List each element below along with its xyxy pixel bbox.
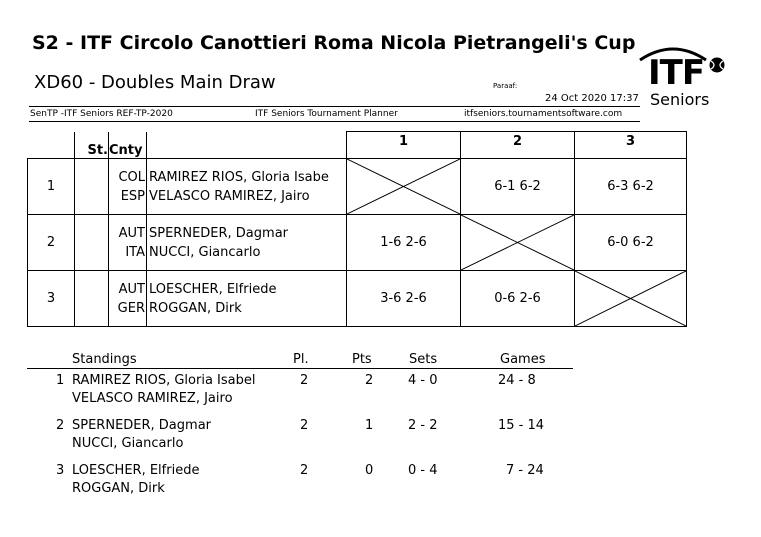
standing-games: 7 - 24 (506, 463, 544, 478)
standing-player-1: LOESCHER, Elfriede (72, 463, 200, 478)
col-2-header: 2 (461, 132, 575, 159)
standings-header: Standings (72, 352, 137, 367)
col-1-header: 1 (347, 132, 461, 159)
sets-header: Sets (409, 352, 438, 367)
match-score: 0-6 2-6 (461, 271, 575, 327)
country-2: ITA (125, 244, 145, 260)
team-names (147, 271, 347, 327)
standing-sets: 2 - 2 (408, 418, 438, 433)
col-3-header: 3 (575, 132, 687, 159)
print-datetime: 24 Oct 2020 17:37 (545, 93, 639, 104)
team-names (147, 159, 347, 215)
team-names (147, 215, 347, 271)
player-2: VELASCO RAMIREZ, Jairo (149, 188, 310, 204)
player-2: ROGGAN, Dirk (149, 300, 242, 316)
standing-rank: 1 (56, 373, 65, 388)
col-name-header (147, 132, 347, 159)
standing-rank: 2 (56, 418, 65, 433)
col-st-header: St. (75, 132, 109, 159)
player-1: RAMIREZ RIOS, Gloria Isabe (149, 169, 329, 185)
seed-number: 2 (28, 215, 75, 271)
country-1: AUT (118, 225, 145, 241)
info-right: itfseniors.tournamentsoftware.com (464, 109, 623, 119)
standing-played: 2 (300, 418, 309, 433)
standing-sets: 4 - 0 (408, 373, 438, 388)
draw-subtitle: XD60 - Doubles Main Draw (34, 72, 276, 93)
standing-player-1: RAMIREZ RIOS, Gloria Isabel (72, 373, 256, 388)
standing-player-1: SPERNEDER, Dagmar (72, 418, 212, 433)
standing-points: 0 (365, 463, 374, 478)
standing-points: 1 (365, 418, 374, 433)
standing-player-2: ROGGAN, Dirk (72, 481, 165, 496)
standing-games: 24 - 8 (498, 373, 536, 388)
self-match-cross (461, 215, 575, 271)
points-header: Pts (352, 352, 372, 367)
itf-logo-text: ITF (648, 53, 705, 93)
country-1: AUT (118, 281, 145, 297)
header-bottom-rule (29, 121, 640, 122)
match-score: 1-6 2-6 (347, 215, 461, 271)
standing-played: 2 (300, 463, 309, 478)
info-left: SenTP -ITF Seniors REF-TP-2020 (30, 109, 173, 119)
status-cell (75, 271, 109, 327)
country-cell (109, 215, 147, 271)
itf-logo-seniors: Seniors (650, 90, 710, 109)
draw-row (28, 271, 687, 327)
info-center: ITF Seniors Tournament Planner (255, 109, 398, 119)
country-2: GER (117, 300, 145, 316)
standing-rank: 3 (56, 463, 65, 478)
draw-grid (27, 131, 687, 327)
standings-rule (27, 368, 573, 369)
draw-row (28, 159, 687, 215)
match-score: 6-0 6-2 (575, 215, 687, 271)
standing-sets: 0 - 4 (408, 463, 438, 478)
draw-row (28, 215, 687, 271)
player-1: LOESCHER, Elfriede (149, 281, 277, 297)
match-score: 3-6 2-6 (347, 271, 461, 327)
games-header: Games (500, 352, 546, 367)
country-1: COL (118, 169, 145, 185)
paraaf-label: Paraaf: (493, 82, 518, 90)
seed-number: 3 (28, 271, 75, 327)
seed-number: 1 (28, 159, 75, 215)
self-match-cross (347, 159, 461, 215)
standing-player-2: NUCCI, Giancarlo (72, 436, 184, 451)
player-2: NUCCI, Giancarlo (149, 244, 261, 260)
standing-player-2: VELASCO RAMIREZ, Jairo (72, 391, 233, 406)
standing-played: 2 (300, 373, 309, 388)
col-cnty-header: Cnty (109, 132, 147, 159)
player-1: SPERNEDER, Dagmar (149, 225, 289, 241)
status-cell (75, 215, 109, 271)
header-top-rule (29, 106, 640, 107)
grid-corner (28, 132, 75, 159)
standing-games: 15 - 14 (498, 418, 545, 433)
country-cell (109, 271, 147, 327)
match-score: 6-3 6-2 (575, 159, 687, 215)
self-match-cross (575, 271, 687, 327)
standing-points: 2 (365, 373, 374, 388)
played-header: Pl. (293, 352, 309, 367)
page-title: S2 - ITF Circolo Canottieri Roma Nicola Pietrangeli's Cup (32, 32, 636, 54)
country-cell (109, 159, 147, 215)
tennis-ball-icon (708, 56, 726, 74)
status-cell (75, 159, 109, 215)
country-2: ESP (120, 188, 145, 204)
match-score: 6-1 6-2 (461, 159, 575, 215)
